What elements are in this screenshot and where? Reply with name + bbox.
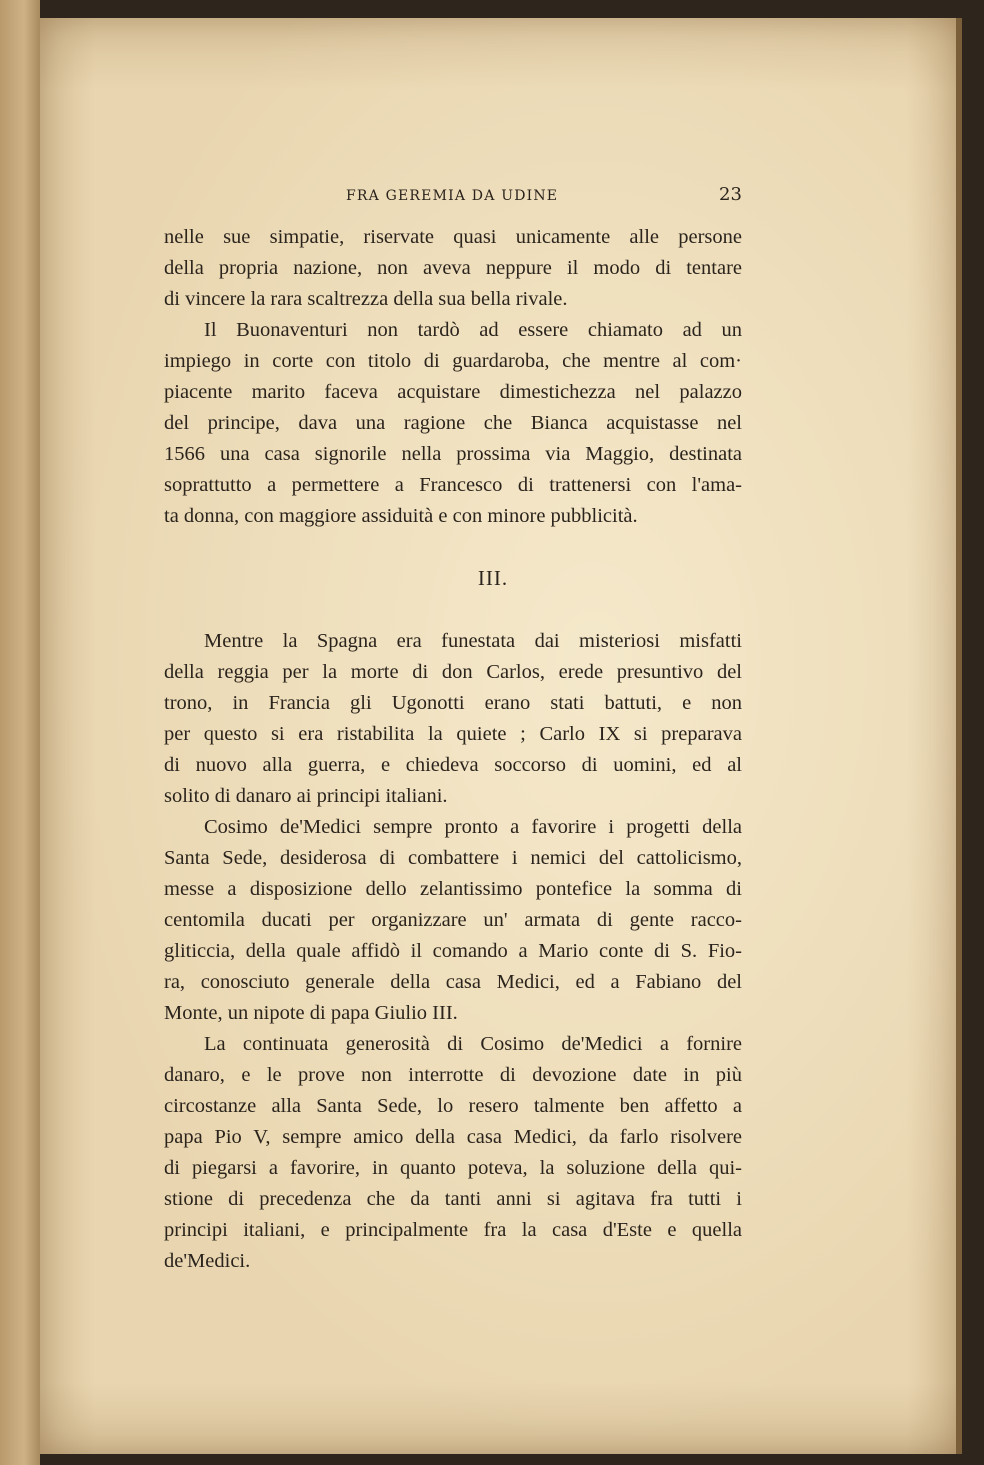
text-line: impiego in corte con titolo di guardaroba, che mentre al com· — [164, 350, 742, 372]
text-line: circostanze alla Santa Sede, lo resero talmente ben affetto a — [164, 1095, 742, 1117]
text-line: ta donna, con maggiore assiduità e con minore pubblicità. — [164, 505, 638, 527]
running-title: FRA GEREMIA DA UDINE — [346, 188, 559, 204]
page-number: 23 — [719, 184, 742, 205]
text-line: Cosimo de'Medici sempre pronto a favorire i progetti della — [204, 816, 742, 838]
paragraph — [164, 626, 742, 812]
text-line: principi italiani, e principalmente fra la casa d'Este e quella — [164, 1219, 742, 1241]
text-line: di vincere la rara scaltrezza della sua bella rivale. — [164, 288, 568, 310]
text-line: nelle sue simpatie, riservate quasi unicamente alle persone — [164, 226, 742, 248]
text-line: solito di danaro ai principi italiani. — [164, 785, 448, 807]
text-line: 1566 una casa signorile nella prossima via Maggio, destinata — [164, 443, 742, 465]
paragraph — [164, 1029, 742, 1277]
text-line: soprattutto a permettere a Francesco di trattenersi con l'ama- — [164, 474, 742, 496]
text-line: della reggia per la morte di don Carlos, erede presuntivo del — [164, 661, 742, 683]
page-fore-edge — [956, 18, 962, 1454]
paragraph — [164, 812, 742, 1029]
text-block-first — [164, 222, 742, 532]
text-line: trono, in Francia gli Ugonotti erano stati battuti, e non — [164, 692, 742, 714]
text-line: della propria nazione, non aveva neppure il modo di tentare — [164, 257, 742, 279]
text-line: messe a disposizione dello zelantissimo pontefice la somma di — [164, 878, 742, 900]
page-sheet — [40, 18, 962, 1454]
text-line: Santa Sede, desiderosa di combattere i nemici del cattolicismo, — [164, 847, 742, 869]
text-line: Mentre la Spagna era funestata dai misteriosi misfatti — [204, 630, 742, 652]
text-line: di nuovo alla guerra, e chiedeva soccorso di uomini, ed al — [164, 754, 742, 776]
text-line: per questo si era ristabilita la quiete ; Carlo IX si preparava — [164, 723, 742, 745]
text-line: danaro, e le prove non interrotte di devozione date in più — [164, 1064, 742, 1086]
text-line: di piegarsi a favorire, in quanto poteva, la soluzione della qui- — [164, 1157, 742, 1179]
facing-page-edge — [0, 0, 40, 1465]
text-line: de'Medici. — [164, 1250, 251, 1272]
paragraph — [164, 222, 742, 315]
text-line: Il Buonaventuri non tardò ad essere chiamato ad un — [204, 319, 742, 341]
text-line: papa Pio V, sempre amico della casa Medici, da farlo risolvere — [164, 1126, 742, 1148]
text-line: Monte, un nipote di papa Giulio III. — [164, 1002, 458, 1024]
text-line: gliticcia, della quale affidò il comando a Mario conte di S. Fio- — [164, 940, 742, 962]
paragraph — [164, 315, 742, 532]
text-line: piacente marito faceva acquistare dimestichezza nel palazzo — [164, 381, 742, 403]
text-block-second — [164, 626, 742, 1277]
text-line: La continuata generosità di Cosimo de'Medici a fornire — [204, 1033, 742, 1055]
text-line: stione di precedenza che da tanti anni si agitava fra tutti i — [164, 1188, 742, 1210]
text-line: centomila ducati per organizzare un' armata di gente racco- — [164, 909, 742, 931]
section-heading: III. — [477, 566, 509, 590]
text-line: del principe, dava una ragione che Bianca acquistasse nel — [164, 412, 742, 434]
text-line: ra, conosciuto generale della casa Medici, ed a Fabiano del — [164, 971, 742, 993]
